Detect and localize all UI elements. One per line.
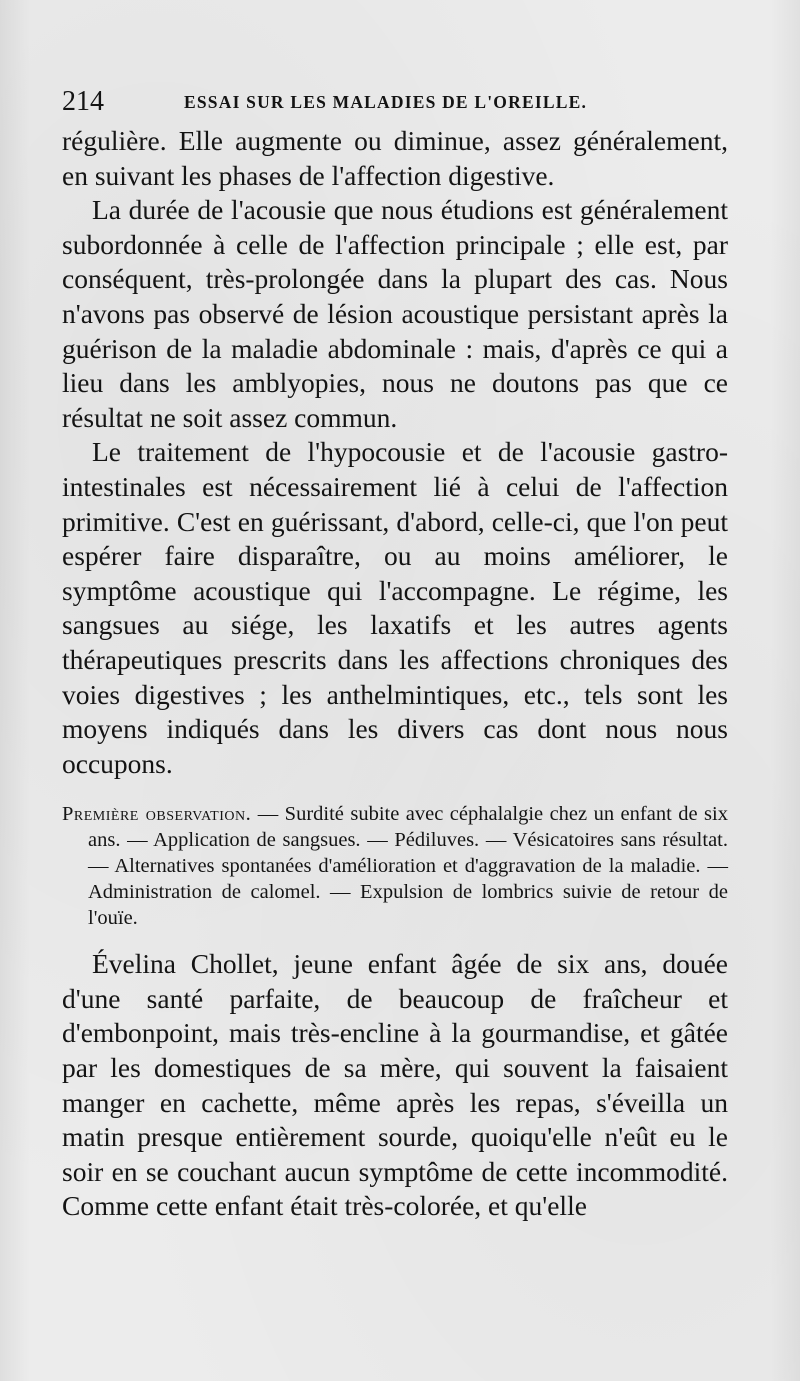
observation-label: Première observation. [62,803,252,826]
observation-summary [62,801,728,931]
paragraph-duration: La durée de l'acousie que nous étudions est généralement subordonnée à celle de l'affection principale ; elle est, par conséquent, très-prolongée dans la plupart des cas. Nous n'avons pas observé de lésion acoustique persistant après la guérison de la maladie abdominale : mais, d'après ce qui a lieu dans les amblyopies, nous ne doutons pas que ce résultat ne soit assez commun. [62,194,728,433]
paragraph-treatment: Le traitement de l'hypocousie et de l'acousie gastro-intestinales est nécessairement lié à celui de l'affection primitive. C'est en guérissant, d'abord, celle-ci, que l'on peut espérer faire disparaître, ou au moins améliorer, le symptôme acoustique qui l'accompagne. Le régime, les sangsues au siége, les laxatifs et les autres agents thérapeutiques prescrits dans les affections chroniques des voies digestives ; les anthelmintiques, etc., tels sont les moyens indiqués dans les divers cas dont nous nous occupons. [62,436,728,779]
observation-text: — Surdité subite avec céphalalgie chez un enfant de six ans. — Application de sangsues. — Pédiluves. — Vésicatoires sans résultat. — Alternatives spontanées d'amélioration et d'aggravation de la maladie. — Administration de calomel. — Expulsion de lombrics suivie de retour de l'ouïe. [88,803,728,930]
case-paragraph: Évelina Chollet, jeune enfant âgée de six ans, douée d'une santé parfaite, de beaucoup de fraîcheur et d'embonpoint, mais très-encline à la gourmandise, et gâtée par les domestiques de sa mère, qui souvent la faisaient manger en cachette, même après les repas, s'éveilla un matin presque entièrement sourde, quoiqu'elle n'eût eu le soir en se couchant aucun symptôme de cette incommodité. Comme cette enfant était très-colorée, et qu'elle [62,948,728,1222]
running-title: ESSAI SUR LES MALADIES DE L'OREILLE. [184,92,588,112]
book-page [62,84,728,1224]
paragraph-continuation: régulière. Elle augmente ou diminue, assez généralement, en suivant les phases de l'affection digestive. [62,125,728,191]
running-head [62,84,728,120]
page-number: 214 [62,86,104,117]
